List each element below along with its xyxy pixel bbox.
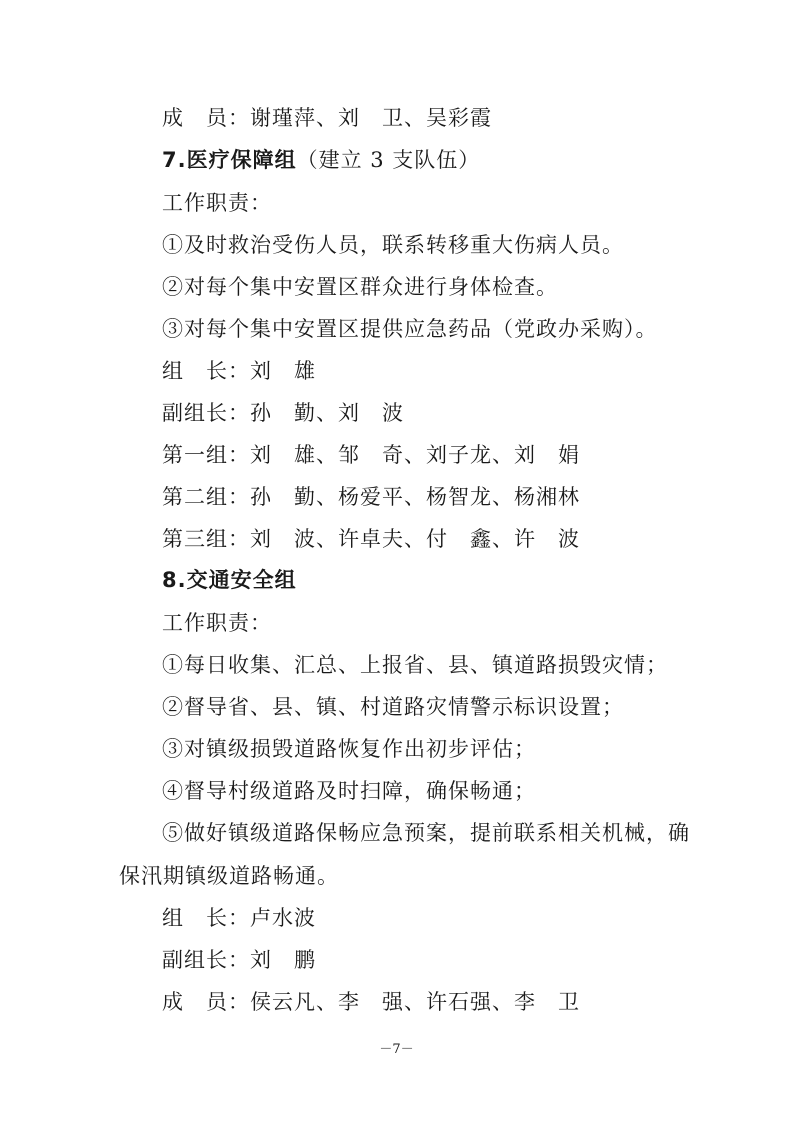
- section-heading-medical: [162, 146, 480, 174]
- duty-item: ②对每个集中安置区群众进行身体检查。: [162, 275, 558, 299]
- section-title: 7.医疗保障组: [162, 148, 297, 172]
- duties-label: 工作职责：: [162, 191, 272, 215]
- deputy-leader-line: 副组长：刘 鹏: [162, 948, 316, 972]
- leader-line: 组 长：卢水波: [162, 906, 316, 930]
- leader-line: 组 长：刘 雄: [162, 359, 316, 383]
- team-two-line: 第二组：孙 勤、杨爱平、杨智龙、杨湘林: [162, 485, 580, 509]
- duty-item: ②督导省、县、镇、村道路灾情警示标识设置；: [162, 695, 624, 719]
- section-note: （建立 3 支队伍）: [296, 148, 481, 172]
- members-line: 成 员：侯云凡、李 强、许石强、李 卫: [162, 990, 580, 1014]
- duty-item: ①每日收集、汇总、上报省、县、镇道路损毁灾情；: [162, 653, 668, 677]
- team-one-line: 第一组：刘 雄、邹 奇、刘子龙、刘 娟: [162, 443, 580, 467]
- duty-item: ④督导村级道路及时扫障，确保畅通；: [162, 779, 536, 803]
- deputy-leader-line: 副组长：孙 勤、刘 波: [162, 401, 404, 425]
- duty-item-continuation: 保汛期镇级道路畅通。: [119, 864, 339, 888]
- members-line: 成 员：谢瑾萍、刘 卫、吴彩霞: [162, 106, 492, 130]
- section-heading-traffic: 8.交通安全组: [162, 568, 297, 592]
- duty-item: ①及时救治受伤人员，联系转移重大伤病人员。: [162, 233, 624, 257]
- duty-item: ③对镇级损毁道路恢复作出初步评估；: [162, 737, 536, 761]
- duty-item: ⑤做好镇级道路保畅应急预案，提前联系相关机械，确: [162, 821, 690, 845]
- duty-item: ③对每个集中安置区提供应急药品（党政办采购）。: [162, 317, 658, 341]
- duties-label: 工作职责：: [162, 611, 272, 635]
- page-number: －7－: [379, 1042, 414, 1057]
- team-three-line: 第三组：刘 波、许卓夫、付 鑫、许 波: [162, 527, 580, 551]
